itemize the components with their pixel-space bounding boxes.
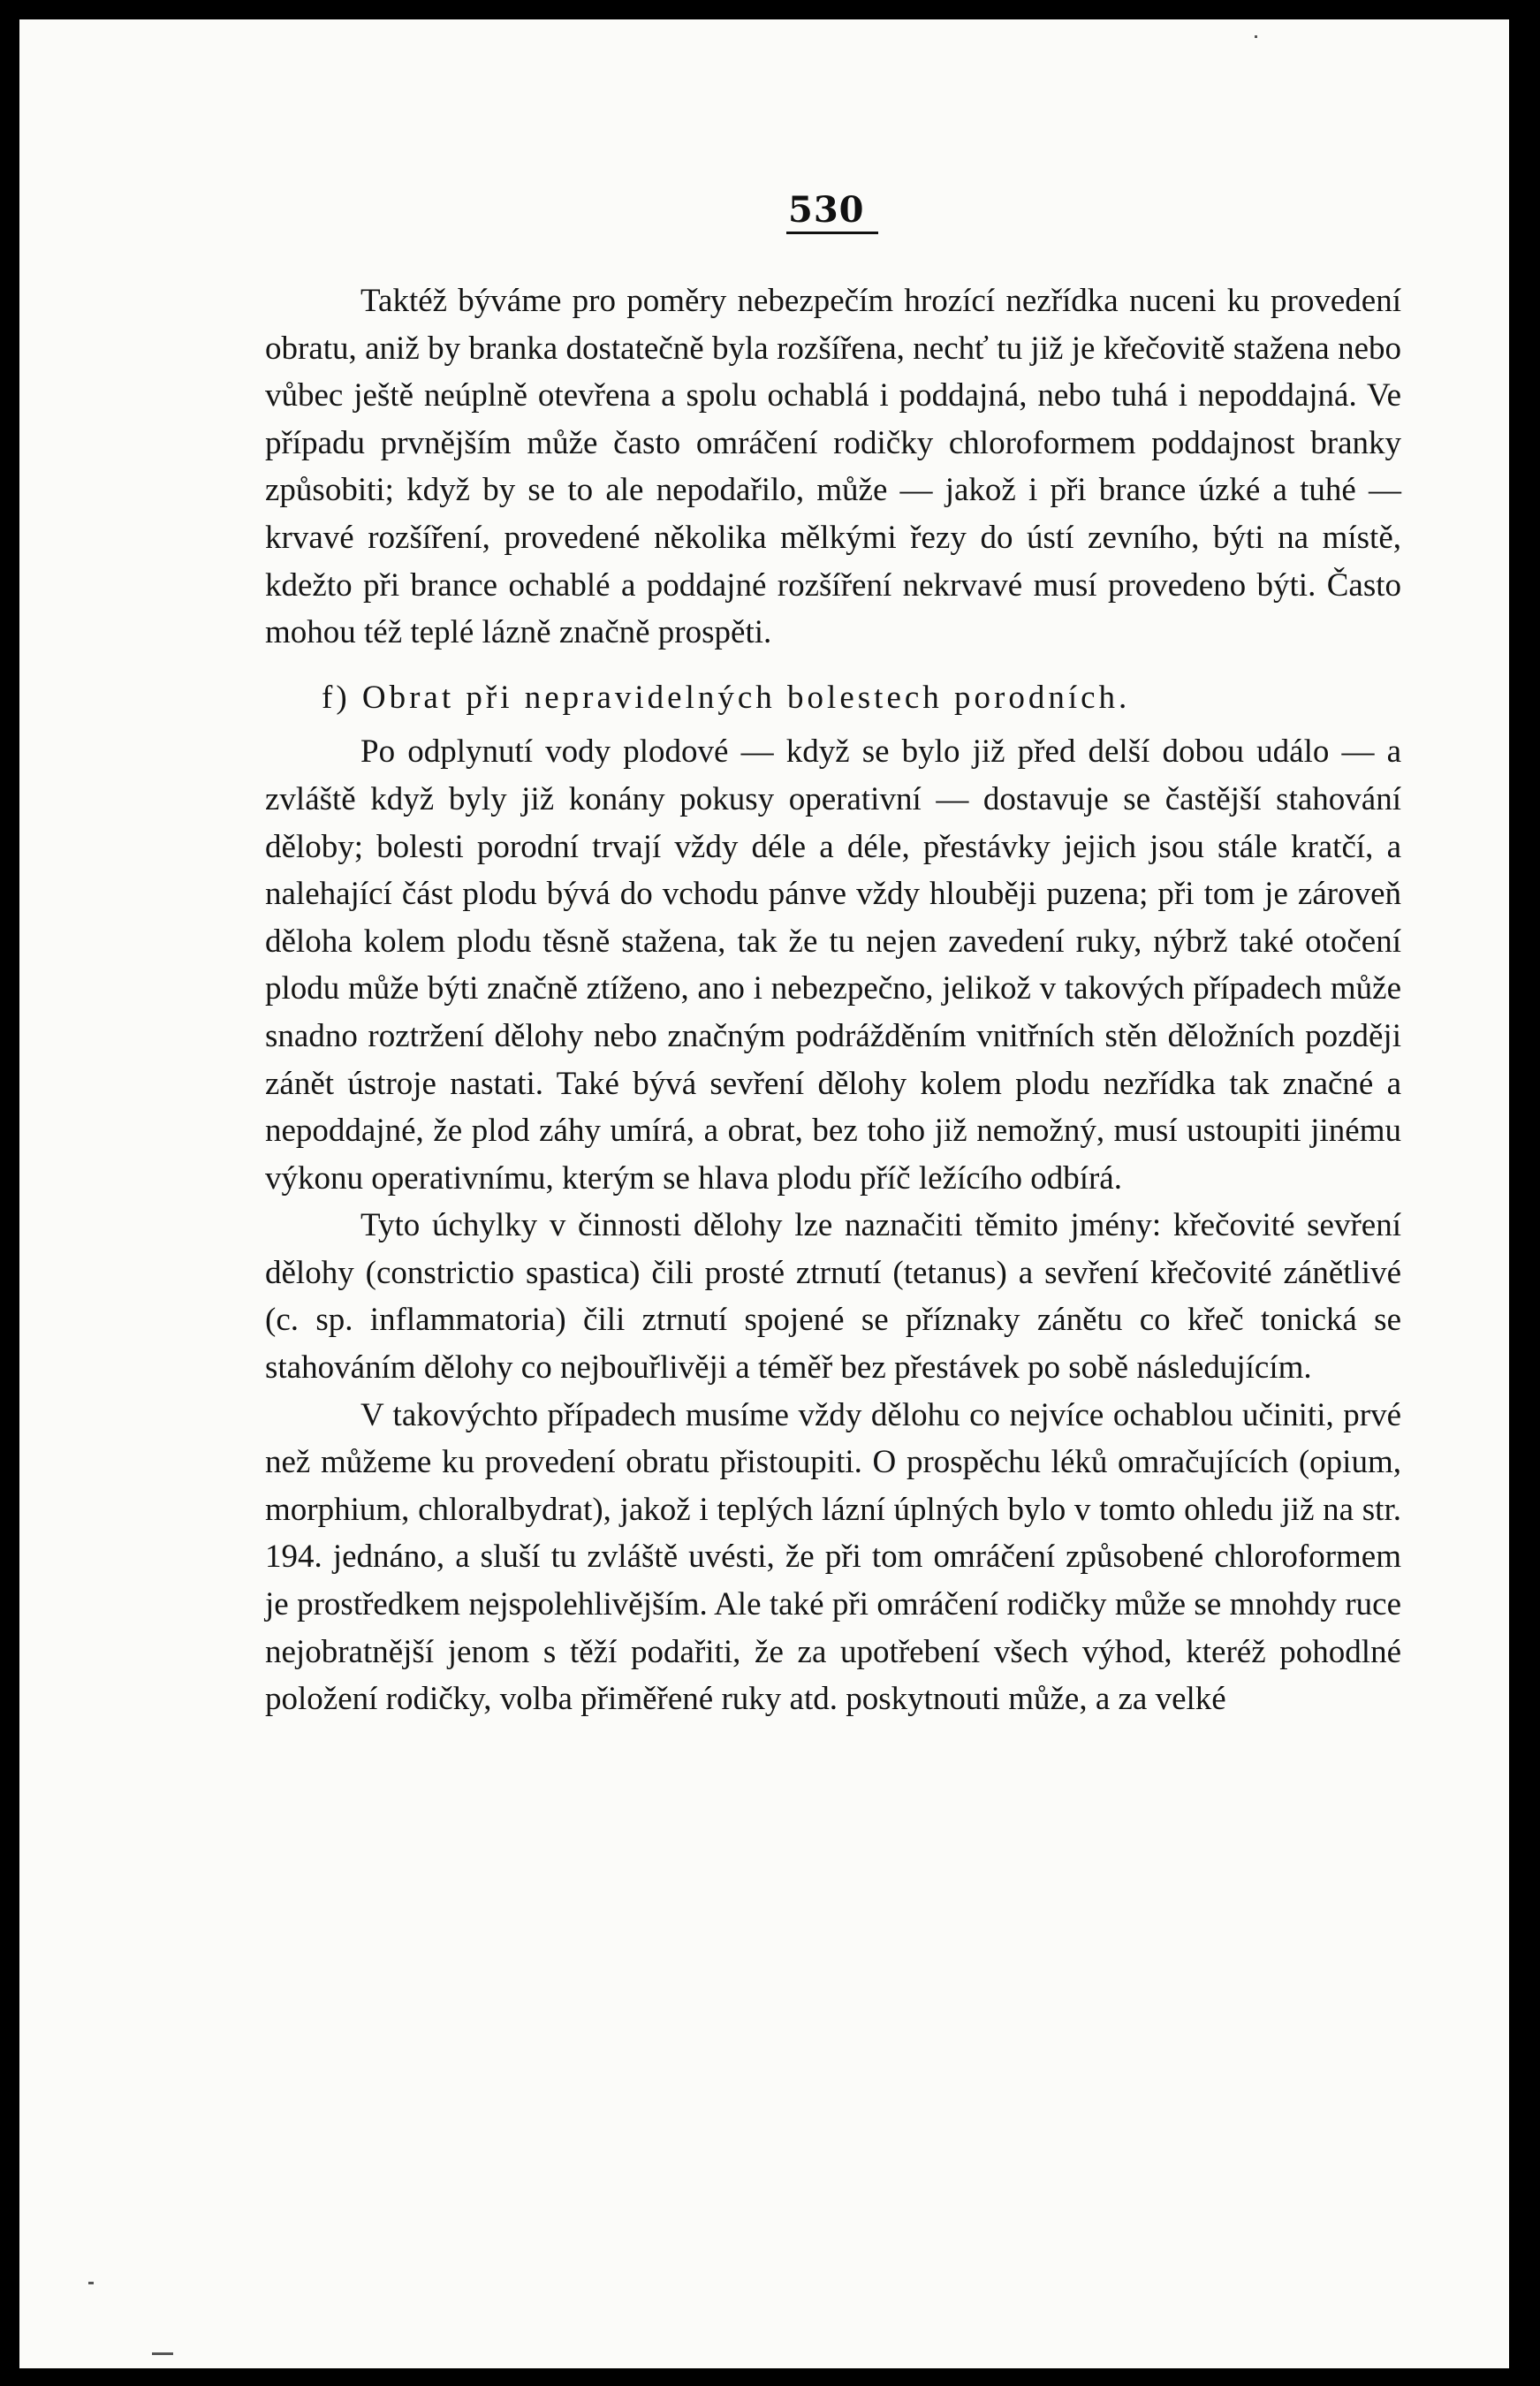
print-speck — [88, 2282, 94, 2284]
body-text — [265, 277, 1401, 1723]
print-speck — [152, 2352, 173, 2355]
paragraph-3: Tyto úchylky v činnosti dělohy lze naznačiti těmito jmény: křečovité sevření dělohy (constrictio spastica) čili prosté ztrnutí (tetanus) a sevření křečovité zánětlivé (c. sp. inflammatoria) čili ztrnutí spojené se příznaky zánětu co křeč tonická se stahováním dělohy co nejbouřlivěji a téměř bez přestávek po sobě následujícím. — [265, 1207, 1401, 1387]
page-number-underline — [786, 232, 878, 234]
paragraph-1: Taktéž býváme pro poměry nebezpečím hrozící nezřídka nuceni ku provedení obratu, aniž by branka dostatečně byla rozšířena, nechť tu již je křečovitě stažena nebo vůbec ještě neúplně otevřena a spolu ochablá i poddajná, nebo tuhá i nepoddajná. Ve případu prvnějším může často omráčení rodičky chloroformem poddajnost branky způsobiti; když by se to ale nepodařilo, může — jakož i při brance úzké a tuhé — krvavé rozšíření, provedené několika mělkými řezy do ústí zevního, býti na místě, kdežto při brance ochablé a poddajné rozšíření nekrvavé musí provedeno býti. Často mohou též teplé lázně značně prospěti. — [265, 283, 1401, 651]
paragraph-4: V takovýchto případech musíme vždy dělohu co nejvíce ochablou učiniti, prvé než můžeme ku provedení obratu přistoupiti. O prospěchu léků omračujících (opium, morphium, chloralbydrat), jakož i teplých lázní úplných bylo v tomto ohledu již na str. 194. jednáno, a sluší tu zvláště uvésti, že při tom omráčení způsobené chloroformem je prostředkem nejspolehlivějším. Ale také při omráčení rodičky může se mnohdy ruce nejobratnější jenom s těží podařiti, že za upotřebení všech výhod, kteréž pohodlné položení rodičky, volba přiměřené ruky atd. poskytnouti může, a za velké — [265, 1396, 1401, 1718]
section-heading-f: f) Obrat při nepravidelných bolestech porodních. — [322, 679, 1131, 716]
paragraph-2: Po odplynutí vody plodové — když se bylo již před delší dobou událo — a zvláště když byly již konány pokusy operativní — dostavuje se častější stahování děloby; bolesti porodní trvají vždy déle a déle, přestávky jejich jsou stále kratčí, a nalehající část plodu bývá do vchodu pánve vždy hlouběji puzena; při tom je zároveň děloha kolem plodu těsně stažena, tak že tu nejen zavedení ruky, nýbrž také otočení plodu může býti značně ztíženo, ano i nebezpečno, jelikož v takových případech může snadno roztržení dělohy nebo značným podrážděním vnitřních stěn děložních později zánět ústroje nastati. Také bývá sevření dělohy kolem plodu nezřídka tak značné a nepoddajné, že plod záhy umírá, a obrat, bez toho již nemožný, musí ustoupiti jinému výkonu operativnímu, kterým se hlava plodu příč ležícího odbírá. — [265, 733, 1401, 1197]
paper-sheet — [19, 19, 1509, 2368]
page-number: 530 — [788, 189, 865, 231]
print-speck — [1255, 35, 1257, 38]
